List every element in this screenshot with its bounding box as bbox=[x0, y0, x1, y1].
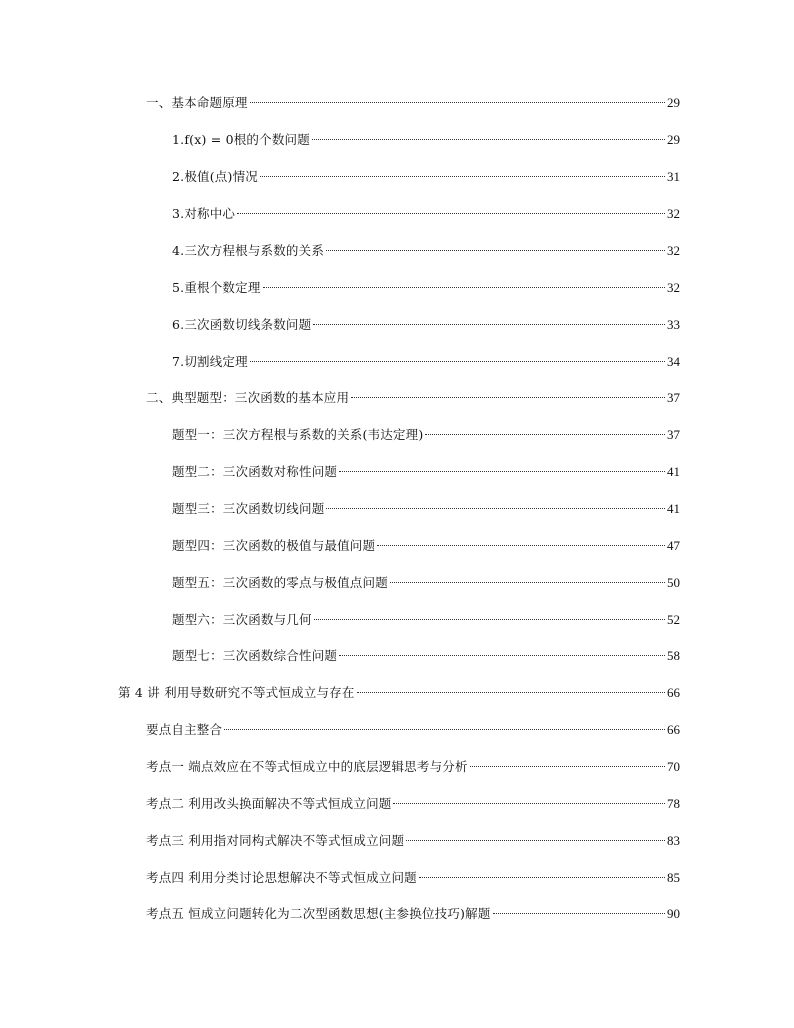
toc-entry-title: 6.三次函数切线条数问题 bbox=[172, 317, 312, 332]
toc-page-number: 90 bbox=[667, 906, 680, 921]
toc-entry-title: 题型一：三次方程根与系数的关系(韦达定理) bbox=[172, 427, 424, 442]
leader-dots bbox=[493, 913, 665, 914]
toc-entry-title: 题型三：三次函数切线问题 bbox=[172, 501, 325, 516]
leader-dots bbox=[357, 692, 665, 693]
leader-dots bbox=[313, 324, 665, 325]
toc-page-number: 78 bbox=[667, 796, 680, 811]
toc-entry[interactable] bbox=[172, 314, 680, 336]
toc-page-number: 66 bbox=[667, 722, 680, 737]
toc-page-number: 37 bbox=[667, 390, 680, 405]
toc-page-number: 70 bbox=[667, 759, 680, 774]
leader-dots bbox=[250, 102, 665, 103]
toc-entry-title: 一、基本命题原理 bbox=[146, 95, 248, 110]
toc-page-number: 47 bbox=[667, 538, 680, 553]
toc-entry[interactable] bbox=[146, 903, 680, 925]
leader-dots bbox=[312, 139, 665, 140]
leader-dots bbox=[263, 287, 665, 288]
toc-entry-title: 考点五 恒成立问题转化为二次型函数思想(主参换位技巧)解题 bbox=[146, 906, 491, 921]
toc-entry-title: 5.重根个数定理 bbox=[172, 280, 261, 295]
toc-entry-title: 7.切割线定理 bbox=[172, 354, 248, 369]
leader-dots bbox=[406, 840, 665, 841]
leader-dots bbox=[314, 619, 665, 620]
toc-entry[interactable] bbox=[172, 424, 680, 446]
leader-dots bbox=[339, 471, 665, 472]
toc-entry[interactable] bbox=[146, 92, 680, 114]
toc-entry[interactable] bbox=[118, 682, 680, 704]
toc-page-number: 32 bbox=[667, 206, 680, 221]
leader-dots bbox=[339, 655, 665, 656]
toc-entry-title: 2.极值(点)情况 bbox=[172, 169, 258, 184]
leader-dots bbox=[351, 397, 665, 398]
toc-entry-title: 二、典型题型：三次函数的基本应用 bbox=[146, 390, 350, 405]
toc-entry[interactable] bbox=[172, 351, 680, 373]
toc-entry-title: 4.三次方程根与系数的关系 bbox=[172, 243, 325, 258]
toc-entry[interactable] bbox=[172, 240, 680, 262]
toc-page-number: 32 bbox=[667, 280, 680, 295]
toc-page-number: 32 bbox=[667, 243, 680, 258]
toc-entry[interactable] bbox=[172, 203, 680, 225]
toc-entry[interactable] bbox=[146, 867, 680, 889]
toc-page-number: 29 bbox=[667, 95, 680, 110]
toc-page-number: 33 bbox=[667, 317, 680, 332]
toc-entry-title: 题型二：三次函数对称性问题 bbox=[172, 464, 338, 479]
toc-entry[interactable] bbox=[172, 535, 680, 557]
leader-dots bbox=[425, 434, 665, 435]
toc-page-number: 41 bbox=[667, 464, 680, 479]
toc-entry[interactable] bbox=[172, 609, 680, 631]
toc-entry[interactable] bbox=[172, 166, 680, 188]
leader-dots bbox=[326, 250, 665, 251]
leader-dots bbox=[470, 766, 665, 767]
toc-entry-title: 题型六：三次函数与几何 bbox=[172, 612, 312, 627]
toc-entry[interactable] bbox=[172, 498, 680, 520]
leader-dots bbox=[250, 361, 665, 362]
toc-entry[interactable] bbox=[172, 277, 680, 299]
leader-dots bbox=[377, 545, 665, 546]
toc-entry-title: 题型五：三次函数的零点与极值点问题 bbox=[172, 575, 388, 590]
toc-entry-title: 第 4 讲 利用导数研究不等式恒成立与存在 bbox=[118, 685, 355, 700]
toc-entry[interactable] bbox=[172, 645, 680, 667]
toc-entry-title: 1.f(x) = 0根的个数问题 bbox=[172, 132, 310, 147]
leader-dots bbox=[237, 213, 665, 214]
toc-entry-title: 要点自主整合 bbox=[146, 722, 223, 737]
toc-entry-title: 考点二 利用改头换面解决不等式恒成立问题 bbox=[146, 796, 392, 811]
toc-page-number: 29 bbox=[667, 132, 680, 147]
toc-page-number: 85 bbox=[667, 870, 680, 885]
toc-page-number: 83 bbox=[667, 833, 680, 848]
toc-entry[interactable] bbox=[146, 793, 680, 815]
toc-page-number: 58 bbox=[667, 648, 680, 663]
toc-entry-title: 考点四 利用分类讨论思想解决不等式恒成立问题 bbox=[146, 870, 417, 885]
toc-page-number: 37 bbox=[667, 427, 680, 442]
toc-entry[interactable] bbox=[146, 830, 680, 852]
toc-page-number: 34 bbox=[667, 354, 680, 369]
leader-dots bbox=[390, 582, 665, 583]
toc-entry[interactable] bbox=[146, 387, 680, 409]
toc-page-number: 50 bbox=[667, 575, 680, 590]
toc-entry-title: 考点一 端点效应在不等式恒成立中的底层逻辑思考与分析 bbox=[146, 759, 468, 774]
toc-entry[interactable] bbox=[146, 719, 680, 741]
toc-entry[interactable] bbox=[172, 461, 680, 483]
toc-entry[interactable] bbox=[172, 129, 680, 151]
toc-page-number: 31 bbox=[667, 169, 680, 184]
leader-dots bbox=[419, 877, 665, 878]
leader-dots bbox=[260, 176, 665, 177]
leader-dots bbox=[224, 729, 665, 730]
toc-entry[interactable] bbox=[146, 756, 680, 778]
toc-page-number: 66 bbox=[667, 685, 680, 700]
toc-entry-title: 题型七：三次函数综合性问题 bbox=[172, 648, 338, 663]
toc-page-number: 41 bbox=[667, 501, 680, 516]
toc-entry[interactable] bbox=[172, 572, 680, 594]
toc-entry-title: 题型四：三次函数的极值与最值问题 bbox=[172, 538, 376, 553]
leader-dots bbox=[326, 508, 665, 509]
leader-dots bbox=[393, 803, 665, 804]
toc-entry-title: 3.对称中心 bbox=[172, 206, 236, 221]
toc-entry-title: 考点三 利用指对同构式解决不等式恒成立问题 bbox=[146, 833, 405, 848]
toc-page-number: 52 bbox=[667, 612, 680, 627]
